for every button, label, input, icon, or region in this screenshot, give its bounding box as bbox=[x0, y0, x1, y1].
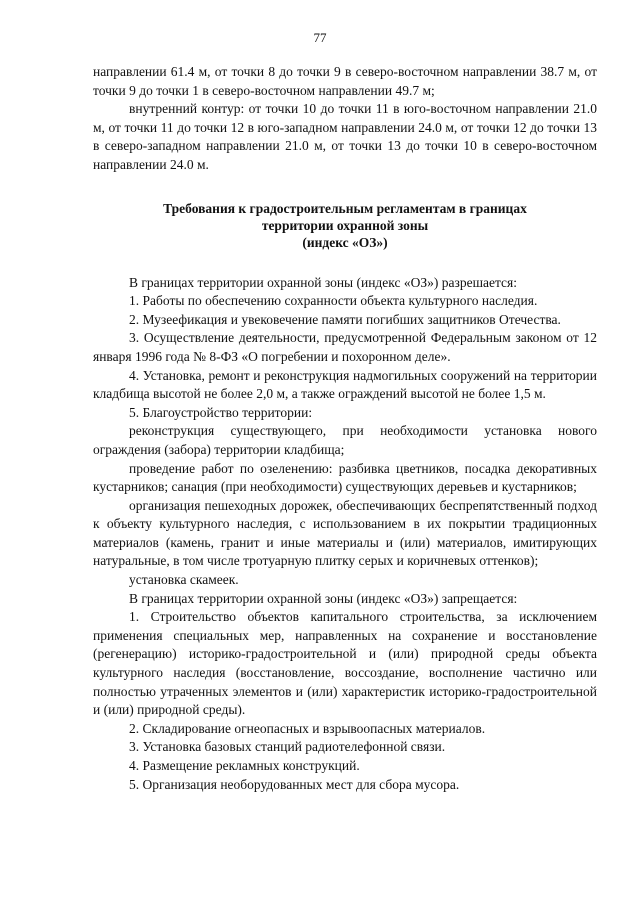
intro-paragraph: внутренний контур: от точки 10 до точки 11 в юго-восточном направлении 21.0 м, от точки 11 до точки 12 в юго-западном направлении 24.0 м, от точки 12 до точки 13 в северо-западном направлении 21.0 м, от точки 13 до точки 10 в северо-восточном направлении 24.0 м. bbox=[93, 101, 597, 172]
prohibited-item: 5. Организация необорудованных мест для сбора мусора. bbox=[129, 776, 460, 792]
document-body bbox=[93, 63, 597, 794]
prohibited-item: 2. Складирование огнеопасных и взрывоопасных материалов. bbox=[129, 720, 486, 736]
allowed-item: 3. Осуществление деятельности, предусмотренной Федеральным законом от 12 января 1996 года № 8-ФЗ «О погребении и похоронном деле». bbox=[93, 330, 597, 364]
heading-line: (индекс «ОЗ») bbox=[302, 234, 388, 250]
allowed-sub-item: реконструкция существующего, при необходимости установка нового ограждения (забора) территории кладбища; bbox=[93, 423, 597, 457]
prohibited-item: 1. Строительство объектов капитального строительства, за исключением применения специальных мер, направленных на сохранение и восстановление (регенерацию) историко-градостроительной и (или) природной среды объекта культурного наследия (восстановление, воссоздание, восполнение частично или полностью утраченных элементов и (или) характеристик историко-градостроительной и (или) природной среды). bbox=[93, 609, 597, 718]
allowed-sub-item: установка скамеек. bbox=[129, 572, 239, 588]
page-number: 77 bbox=[313, 30, 327, 45]
heading-line: Требования к градостроительным регламентам в границах bbox=[163, 200, 527, 216]
allowed-item: 4. Установка, ремонт и реконструкция надмогильных сооружений на территории кладбища высотой не более 2,0 м, а также ограждений высотой не более 1,5 м. bbox=[93, 367, 597, 402]
allowed-sub-item: проведение работ по озеленению: разбивка цветников, посадка декоративных кустарников; санация (при необходимости) существующих деревьев и кустарников; bbox=[93, 460, 597, 495]
prohibited-title: В границах территории охранной зоны (индекс «ОЗ») запрещается: bbox=[129, 590, 518, 606]
allowed-title: В границах территории охранной зоны (индекс «ОЗ») разрешается: bbox=[129, 274, 517, 290]
allowed-item: 2. Музеефикация и увековечение памяти погибших защитников Отечества. bbox=[129, 311, 561, 327]
section-heading bbox=[93, 200, 597, 251]
heading-line: территории охранной зоны bbox=[261, 217, 429, 233]
prohibited-item: 3. Установка базовых станций радиотелефонной связи. bbox=[129, 739, 446, 755]
intro-paragraph: направлении 61.4 м, от точки 8 до точки 9 в северо-восточном направлении 38.7 м, от точки 9 до точки 1 в северо-восточном направлении 49.7 м; bbox=[93, 64, 597, 98]
allowed-sub-item: организация пешеходных дорожек, обеспечивающих беспрепятственный подход к объекту культурного наследия, с использованием в их покрытии традиционных материалов (камень, гранит и иные материалы и (или) материалов, имитирующих натуральные, в том числе тротуарную плитку серых и коричневых оттенков); bbox=[93, 497, 597, 569]
allowed-item: 5. Благоустройство территории: bbox=[129, 404, 313, 420]
prohibited-item: 4. Размещение рекламных конструкций. bbox=[129, 758, 360, 773]
allowed-item: 1. Работы по обеспечению сохранности объекта культурного наследия. bbox=[129, 293, 538, 309]
